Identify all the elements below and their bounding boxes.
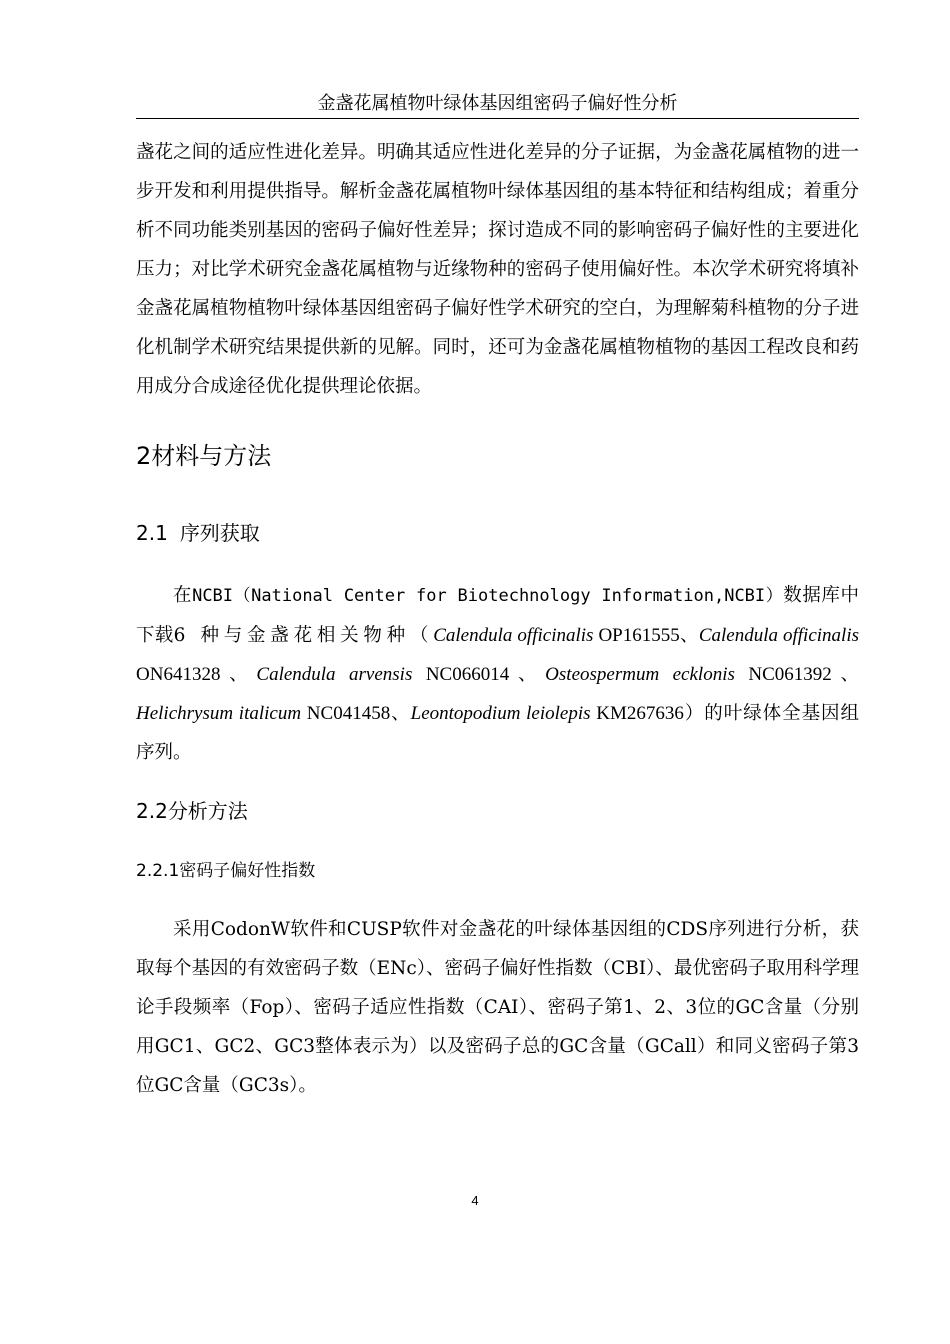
species-separator: 、 xyxy=(220,664,257,685)
section-2-2-number: 2.2 xyxy=(136,799,168,823)
section-2-title: 材料与方法 xyxy=(151,442,272,470)
species-item xyxy=(256,664,509,685)
section-2-heading xyxy=(136,439,271,473)
seq-lead: 在 xyxy=(173,585,193,606)
page-number: 4 xyxy=(471,1193,479,1208)
section-2-1-title: 序列获取 xyxy=(179,521,260,545)
running-header: 金盏花属植物叶绿体基因组密码子偏好性分析 xyxy=(136,92,859,119)
section-2-2-1-heading xyxy=(136,858,315,884)
species-name: Calendula officinalis xyxy=(698,625,859,646)
species-item xyxy=(136,703,390,724)
species-separator: 、 xyxy=(831,664,859,685)
species-name: Calendula arvensis xyxy=(256,664,413,685)
seq-db-suffix: 数据库中下载 xyxy=(136,585,859,646)
species-name: Osteospermum ecklonis xyxy=(545,664,735,685)
species-item xyxy=(545,664,832,685)
species-name: Helichrysum italicum xyxy=(136,703,302,724)
species-accession: NC041458 xyxy=(306,703,391,724)
species-item xyxy=(411,703,684,724)
sequence-paragraph xyxy=(136,576,859,772)
intro-paragraph: 盏花之间的适应性进化差异。明确其适应性进化差异的分子证据，为金盏花属植物的进一步开发和利用提供指导。解析金盏花属植物叶绿体基因组的基本特征和结构组成；着重分析不同功能类别基因的密码子偏好性差异；探讨造成不同的影响密码子偏好性的主要进化压力；对比学术研究金盏花属植物与近缘物种的密码子使用偏好性。本次学术研究将填补金盏花属植物植物叶绿体基因组密码子偏好性学术研究的空白，为理解菊科植物的分子进化机制学术研究结果提供新的见解。同时，还可为金盏花属植物植物的基因工程改良和药用成分合成途径优化提供理论依据。 xyxy=(136,142,859,397)
species-accession: NC061392 xyxy=(748,664,832,685)
species-count: 6 种与金盏花相关物种（ xyxy=(173,625,434,646)
species-accession: OP161555 xyxy=(598,625,680,646)
species-accession: NC066014 xyxy=(425,664,510,685)
seq-tail: ）的叶绿体全基因组序列。 xyxy=(136,703,860,763)
species-accession: ON641328 xyxy=(136,664,221,685)
species-separator: 、 xyxy=(509,664,546,685)
section-2-number: 2 xyxy=(136,442,152,470)
section-2-2-1-title: 密码子偏好性指数 xyxy=(179,861,316,881)
section-2-2-heading xyxy=(136,796,248,826)
section-2-2-1-number: 2.2.1 xyxy=(136,861,180,881)
species-item xyxy=(433,625,680,646)
species-accession: KM267636 xyxy=(596,703,684,724)
section-2-1-number: 2.1 xyxy=(136,521,168,545)
species-name: Calendula officinalis xyxy=(433,625,594,646)
species-name: Leontopodium leiolepis xyxy=(410,703,591,724)
section-2-2-title: 分析方法 xyxy=(167,799,248,823)
species-separator: 、 xyxy=(679,625,699,646)
ncbi-database-name: NCBI（National Center for Biotechnology Information,NCBI） xyxy=(192,586,784,606)
species-separator: 、 xyxy=(390,703,411,724)
codon-index-paragraph: 采用CodonW软件和CUSP软件对金盏花的叶绿体基因组的CDS序列进行分析，获取每个基因的有效密码子数（ENc）、密码子偏好性指数（CBI）、最优密码子取用科学理论手段频率（Fop）、密码子适应性指数（CAI）、密码子第1、2、3位的GC含量（分别用GC1、GC2、GC3整体表示为）以及密码子总的GC含量（GCall）和同义密码子第3位GC含量（GC3s）。 xyxy=(136,919,859,1096)
section-2-1-heading xyxy=(136,518,260,548)
